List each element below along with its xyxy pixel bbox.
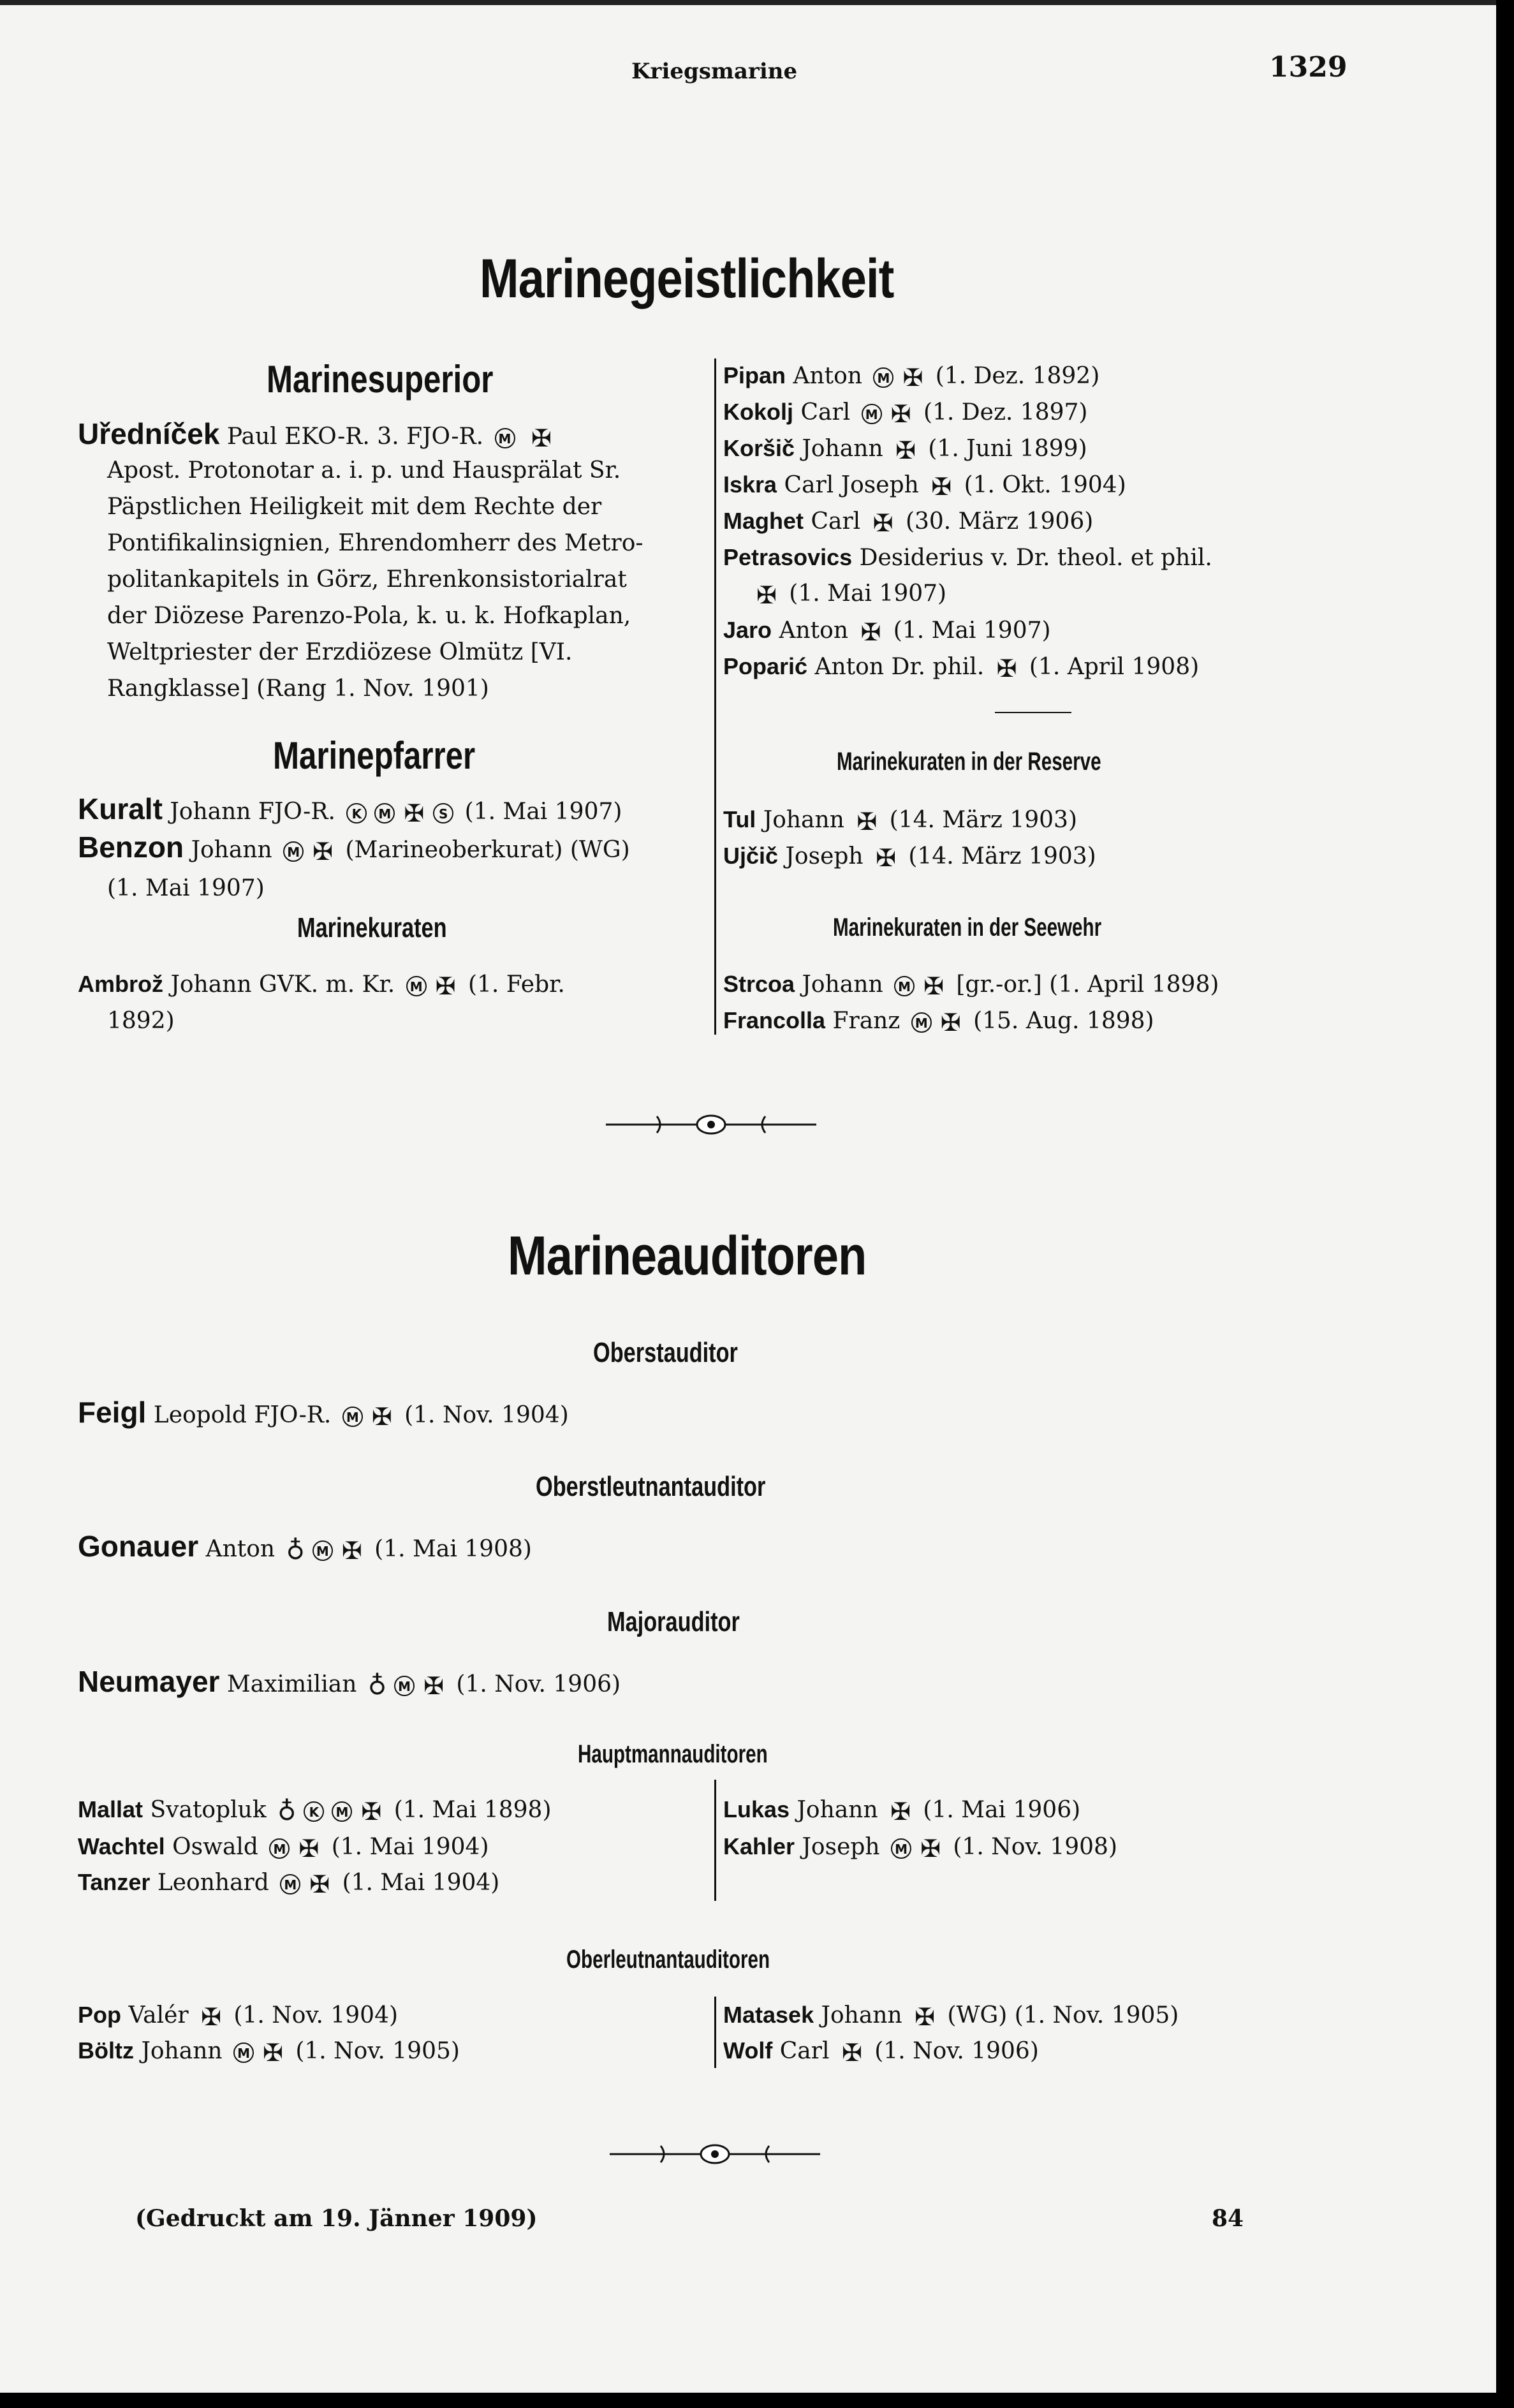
cross-icon: ✠ — [856, 807, 878, 836]
entry-rest: Anton — [793, 363, 862, 389]
superior-name: Uředníček — [78, 417, 220, 450]
superior-text-1: Apost. Protonotar a. i. p. und Hausprälat Sr. — [107, 457, 621, 484]
entry-date: (14. März 1903) — [889, 807, 1077, 833]
entry-rest: Desiderius v. Dr. theol. et phil. — [859, 545, 1212, 571]
entry-name: Tul — [723, 806, 756, 832]
m-badge-icon: M — [233, 2042, 254, 2063]
m-badge-icon: M — [342, 1407, 363, 1427]
oberstleutnant-entry-gonauer — [78, 1528, 532, 1569]
entry-name: Petrasovics — [723, 544, 853, 570]
right-entry-kokolj — [723, 394, 1087, 432]
running-title: Kriegsmarine — [631, 59, 798, 84]
m-badge-icon: M — [911, 1012, 932, 1033]
entry-name: Ujčič — [723, 843, 779, 869]
cross-icon: ✠ — [923, 971, 944, 1000]
cross-icon: ✠ — [920, 1834, 941, 1863]
right-entry-pipan — [723, 357, 1099, 396]
heading-majorauditor: Majorauditor — [607, 1606, 740, 1637]
cross-icon: ✠ — [940, 1008, 961, 1037]
reserve-entry-tul — [723, 801, 1077, 840]
cross-icon: ✠ — [902, 363, 923, 392]
section-title-marinegeistlichkeit: Marinegeistlichkeit — [480, 248, 894, 309]
cross-icon: ✠ — [931, 472, 952, 501]
oberleutnant-entry-boltz — [78, 2032, 460, 2071]
cross-icon: ✠ — [423, 1671, 444, 1700]
entry-name: Kahler — [723, 1833, 795, 1859]
entry-rest: Joseph — [785, 843, 864, 869]
cross-icon: ✠ — [404, 799, 425, 827]
entry-name: Mallat — [78, 1796, 143, 1822]
entry-rest: Johann FJO-R. — [170, 799, 335, 825]
short-rule — [995, 712, 1071, 713]
cross-icon: ✠ — [915, 2002, 935, 2031]
entry-rest: Anton — [779, 617, 849, 644]
entry-date: (1. Nov. 1908) — [953, 1834, 1117, 1860]
entry-rest: Anton — [205, 1536, 276, 1562]
column-divider — [714, 358, 716, 1035]
entry-rest: Johann — [191, 837, 272, 863]
m-badge-icon: M — [280, 1874, 300, 1895]
heading-oberleutnantauditoren: Oberleutnantauditoren — [566, 1946, 770, 1974]
entry-date: (1. Mai 1904) — [342, 1870, 500, 1896]
entry-rest: Johann — [763, 807, 844, 833]
right-entry-petrasovics — [723, 539, 1212, 576]
m-badge-icon: M — [406, 976, 427, 996]
entry-rest: Johann — [821, 2002, 902, 2028]
scan-edge-bottom — [0, 2393, 1514, 2408]
entry-name: Feigl — [78, 1396, 147, 1429]
entry-date: (1. April 1908) — [1029, 654, 1200, 680]
entry-name: Wolf — [723, 2037, 773, 2064]
heading-marinekuraten: Marinekuraten — [297, 912, 447, 943]
right-entry-iskra — [723, 466, 1126, 505]
column-divider — [714, 1780, 716, 1901]
cross-icon: ✠ — [309, 1870, 330, 1898]
cross-icon: ✠ — [312, 837, 333, 866]
decoration-icon: ♁ — [277, 1796, 297, 1826]
superior-text-4: politankapitels in Görz, Ehrenkonsistorialrat — [107, 566, 627, 593]
entry-date: (1. Nov. 1906) — [874, 2038, 1039, 2064]
entry-note: (Marineoberkurat) (WG) — [345, 837, 630, 863]
cross-icon: ✠ — [263, 2038, 283, 2067]
entry-name: Lukas — [723, 1796, 790, 1822]
right-entry-jaro — [723, 612, 1051, 651]
pfarrer-benzon-date: (1. Mai 1907) — [107, 875, 265, 901]
oberleutnant-entry-wolf — [723, 2032, 1039, 2071]
entry-date: (1. Okt. 1904) — [964, 472, 1126, 498]
entry-date: (1. Mai 1904) — [331, 1834, 489, 1860]
cross-icon: ✠ — [435, 971, 456, 1000]
heading-oberstauditor: Oberstauditor — [593, 1337, 738, 1368]
entry-name: Kokolj — [723, 399, 794, 425]
entry-name: Wachtel — [78, 1833, 165, 1859]
cross-icon: ✠ — [996, 654, 1017, 683]
entry-date: (15. Aug. 1898) — [973, 1008, 1154, 1034]
right-entry-maghet — [723, 503, 1093, 542]
entry-name: Maghet — [723, 508, 804, 534]
entry-rest: Maximilian — [226, 1671, 357, 1697]
entry-date: (WG) (1. Nov. 1905) — [947, 2002, 1179, 2028]
m-badge-icon: M — [394, 1676, 415, 1696]
entry-name: Benzon — [78, 831, 184, 864]
entry-name: Jaro — [723, 617, 772, 643]
seewehr-entry-strcoa — [723, 966, 1219, 1005]
entry-name: Böltz — [78, 2037, 134, 2064]
section-title-marineauditoren: Marineauditoren — [508, 1225, 867, 1287]
entry-date: (1. Nov. 1906) — [456, 1671, 621, 1697]
cross-icon: ✠ — [872, 508, 893, 537]
entry-name: Iskra — [723, 471, 777, 498]
entry-name: Tanzer — [78, 1869, 151, 1895]
superior-text-3: Pontifikalinsignien, Ehrendomherr des Metro- — [107, 530, 643, 556]
right-entry-petrasovics-date — [751, 575, 946, 614]
entry-date: (1. Febr. — [467, 971, 565, 998]
entry-rest: Leonhard — [157, 1870, 269, 1896]
cross-icon: ✠ — [201, 2002, 221, 2031]
entry-name: Pipan — [723, 362, 786, 388]
entry-name: Ambrož — [78, 971, 163, 997]
entry-name: Gonauer — [78, 1530, 199, 1563]
m-badge-icon: M — [374, 803, 395, 824]
decoration-icon: ♁ — [367, 1671, 387, 1701]
entry-date: (1. Nov. 1904) — [404, 1402, 569, 1428]
m-badge-icon: M — [312, 1540, 333, 1561]
entry-date: (1. Mai 1907) — [893, 617, 1051, 644]
cross-icon: ✠ — [361, 1797, 382, 1826]
entry-name: Koršič — [723, 435, 795, 461]
cross-icon: ✠ — [890, 399, 911, 428]
k-badge-icon: K — [304, 1801, 324, 1822]
entry-name: Kuralt — [78, 792, 163, 825]
heading-kuraten-seewehr: Marinekuraten in der Seewehr — [833, 913, 1102, 942]
right-entry-poparic — [723, 648, 1199, 687]
entry-rest: Leopold FJO-R. — [153, 1402, 332, 1428]
m-badge-icon: M — [891, 1838, 911, 1859]
entry-date: (1. Mai 1906) — [923, 1797, 1081, 1823]
superior-entry-line1 — [78, 416, 557, 457]
entry-rest: Anton Dr. phil. — [814, 654, 985, 680]
oberst-entry-feigl — [78, 1394, 569, 1435]
cross-icon: ✠ — [860, 617, 881, 646]
entry-date: (30. März 1906) — [905, 508, 1094, 535]
entry-rest: Joseph — [802, 1834, 880, 1860]
heading-kuraten-reserve: Marinekuraten in der Reserve — [837, 748, 1101, 776]
entry-rest: Carl — [779, 2038, 830, 2064]
entry-date: (1. Dez. 1892) — [935, 363, 1100, 389]
entry-date: (1. Mai 1898) — [393, 1797, 552, 1823]
cross-icon: ✠ — [895, 436, 916, 464]
entry-name: Poparić — [723, 653, 808, 679]
cross-icon: ✠ — [890, 1797, 911, 1826]
column-divider — [714, 1997, 716, 2068]
reserve-entry-ujcic — [723, 838, 1096, 876]
superior-text-5: der Diözese Parenzo-Pola, k. u. k. Hofkaplan, — [107, 603, 631, 629]
k-badge-icon: K — [346, 803, 367, 824]
cross-icon: ✠ — [371, 1402, 392, 1431]
entry-name: Pop — [78, 2002, 121, 2028]
entry-name: Neumayer — [78, 1665, 220, 1698]
s-badge-icon: S — [433, 803, 453, 824]
hauptmann-entry-lukas — [723, 1791, 1080, 1830]
entry-name: Francolla — [723, 1007, 826, 1033]
entry-date: (1. Dez. 1897) — [923, 399, 1088, 425]
entry-rest: Johann — [802, 436, 883, 462]
cross-icon: ✠ — [756, 580, 777, 609]
entry-rest: Franz — [832, 1008, 900, 1034]
ornament-divider — [610, 2138, 820, 2170]
cross-icon: ✠ — [841, 2038, 862, 2067]
hauptmann-entry-wachtel — [78, 1828, 489, 1867]
oberleutnant-entry-pop — [78, 1997, 398, 2035]
cross-icon: ✠ — [298, 1834, 320, 1863]
entry-rest: Svatopluk — [150, 1797, 267, 1823]
entry-rest: Johann GVK. m. Kr. — [170, 971, 395, 998]
heading-hauptmannauditoren: Hauptmannauditoren — [578, 1740, 768, 1768]
entry-rest: Carl — [800, 399, 851, 425]
entry-date: [gr.-or.] (1. April 1898) — [956, 971, 1219, 998]
ornament-divider — [606, 1109, 816, 1141]
kuraten-ambroz-year: 1892) — [107, 1008, 175, 1034]
entry-date: (1. Mai 1907) — [464, 799, 622, 825]
m-badge-icon: M — [873, 367, 893, 388]
entry-name: Matasek — [723, 2002, 814, 2028]
cross-icon: ✠ — [531, 424, 552, 452]
oberleutnant-entry-matasek — [723, 1997, 1179, 2035]
entry-name: Strcoa — [723, 971, 795, 997]
m-badge-icon: M — [269, 1838, 290, 1859]
superior-orders: Paul EKO-R. 3. FJO-R. — [226, 424, 484, 450]
heading-marinesuperior: Marinesuperior — [267, 358, 494, 401]
m-badge-icon: M — [283, 841, 304, 862]
scan-edge-right — [1496, 0, 1514, 2408]
seewehr-entry-francolla — [723, 1002, 1154, 1041]
heading-marinepfarrer: Marinepfarrer — [273, 734, 476, 777]
kuraten-entry-ambroz — [78, 966, 565, 1005]
hauptmann-entry-kahler — [723, 1828, 1117, 1867]
entry-rest: Johann — [141, 2038, 223, 2064]
entry-date: (1. Nov. 1904) — [233, 2002, 399, 2028]
hauptmann-entry-mallat — [78, 1791, 551, 1830]
m-badge-icon: M — [894, 976, 915, 996]
entry-rest: Johann — [802, 971, 883, 998]
cross-icon: ✠ — [341, 1536, 362, 1565]
printed-note: (Gedruckt am 19. Jänner 1909) — [135, 2205, 538, 2232]
page-number: 1329 — [1269, 51, 1348, 84]
entry-date: (14. März 1903) — [908, 843, 1096, 869]
m-badge-icon: M — [332, 1801, 352, 1822]
pfarrer-entry-kuralt — [78, 791, 622, 832]
superior-text-7: Rangklasse] (Rang 1. Nov. 1901) — [107, 676, 489, 702]
entry-rest: Oswald — [172, 1834, 258, 1860]
entry-rest: Valér — [128, 2002, 189, 2028]
pfarrer-entry-benzon — [78, 829, 630, 870]
cross-icon: ✠ — [876, 843, 896, 872]
scan-edge-top — [0, 0, 1514, 5]
major-entry-neumayer — [78, 1664, 621, 1704]
superior-text-2: Päpstlichen Heiligkeit mit dem Rechte der — [107, 494, 602, 520]
right-entry-korsic — [723, 430, 1087, 469]
heading-oberstleutnantauditor: Oberstleutnantauditor — [536, 1471, 766, 1502]
entry-date: (1. Juni 1899) — [928, 436, 1087, 462]
entry-date: (1. Mai 1907) — [789, 580, 947, 607]
entry-rest: Carl Joseph — [784, 472, 919, 498]
hauptmann-entry-tanzer — [78, 1864, 499, 1903]
decoration-icon: ♁ — [286, 1535, 305, 1565]
entry-rest: Carl — [811, 508, 861, 535]
entry-date: (1. Nov. 1905) — [295, 2038, 460, 2064]
m-badge-icon: M — [862, 404, 882, 424]
entry-rest: Johann — [797, 1797, 878, 1823]
sheet-number: 84 — [1212, 2205, 1244, 2232]
superior-text-6: Weltpriester der Erzdiözese Olmütz [VI. — [107, 639, 573, 665]
entry-date: (1. Mai 1908) — [374, 1536, 532, 1562]
m-badge-icon: M — [495, 428, 515, 448]
